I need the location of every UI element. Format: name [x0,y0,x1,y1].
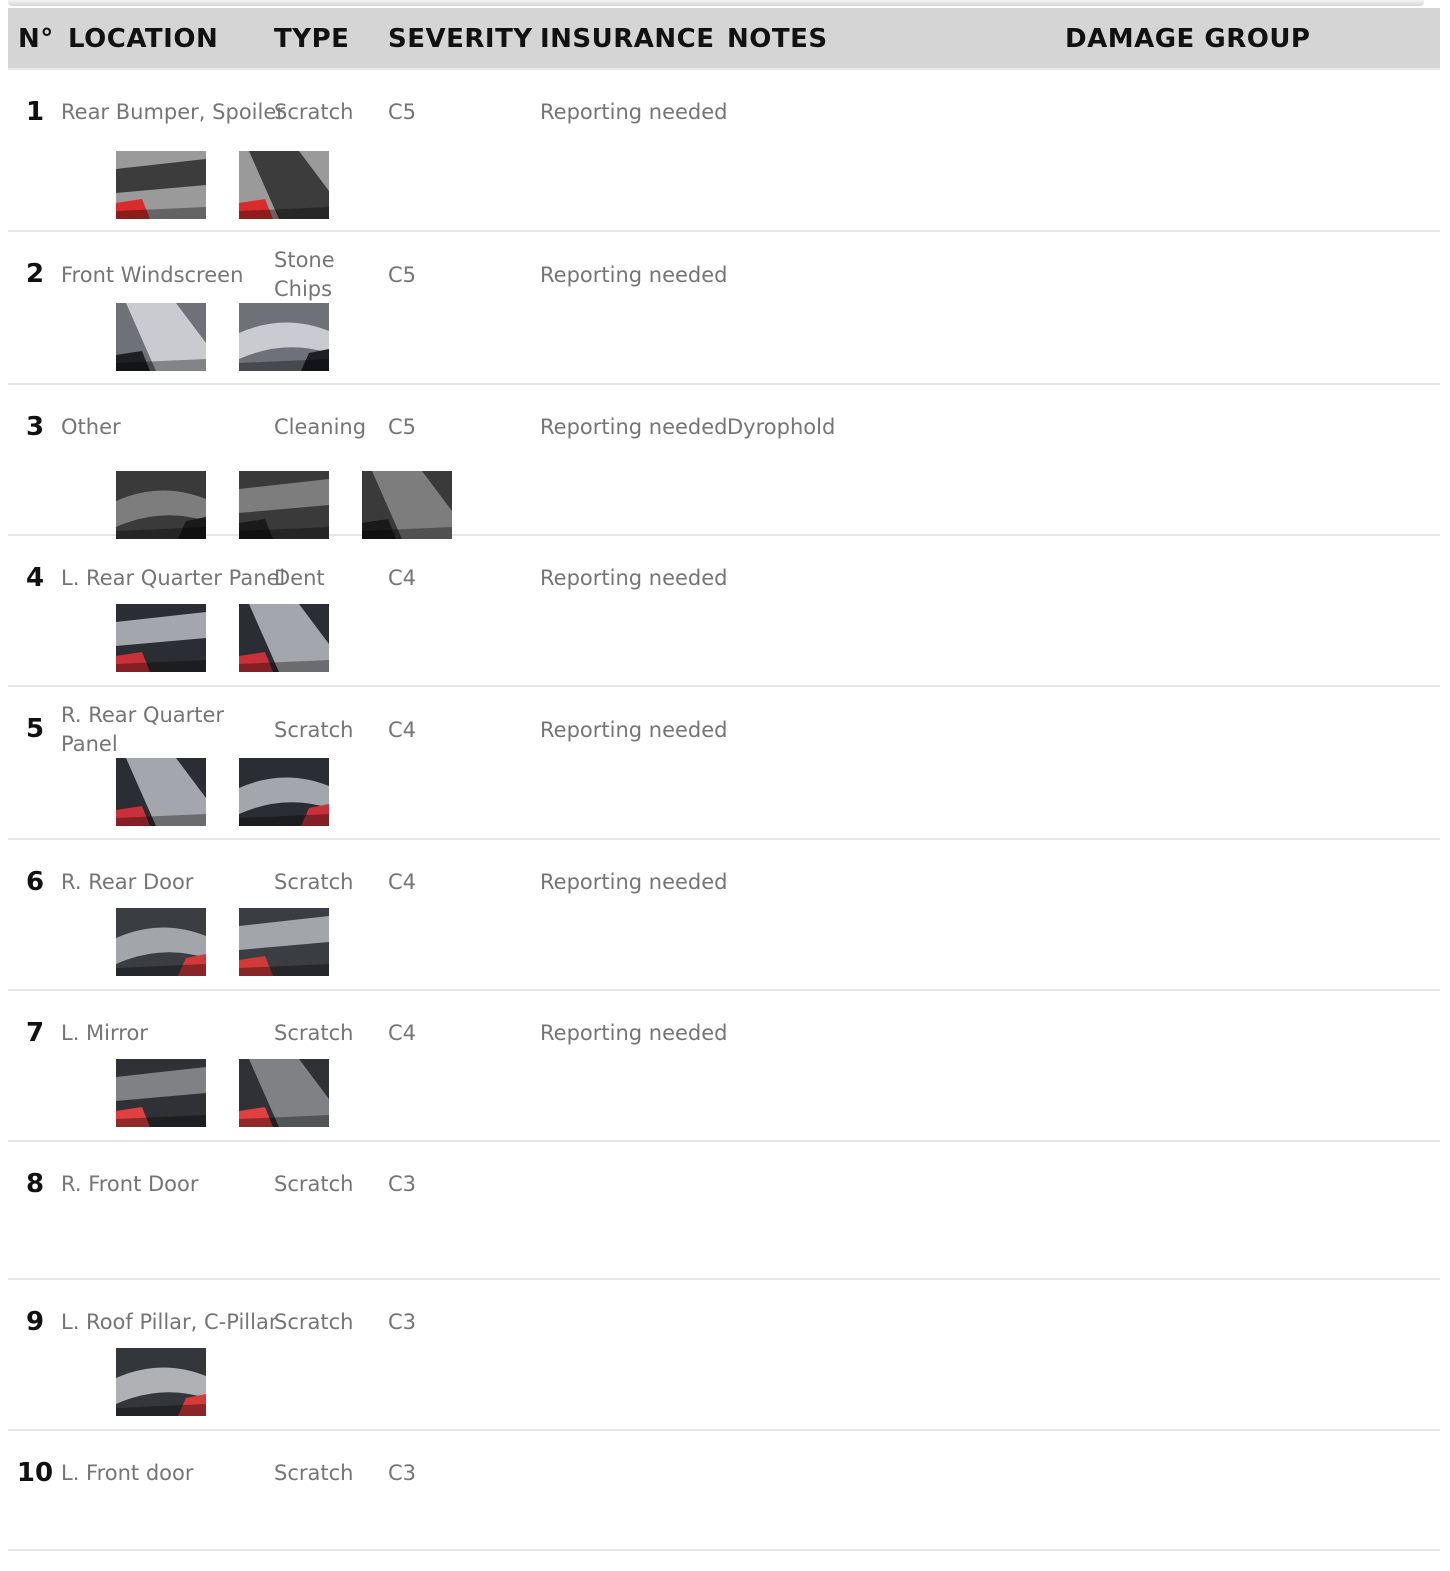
table-row [8,1142,1440,1280]
cell-severity: C5 [388,263,417,287]
quarter-panel-photo[interactable] [116,758,206,826]
quarter-panel-photo[interactable] [116,604,206,672]
cell-notes: Dyrophold [727,415,836,439]
cell-type: Scratch [274,1021,354,1045]
cell-type: Scratch [274,1172,354,1196]
cell-location: R. Front Door [61,1172,199,1196]
cell-severity: C3 [388,1310,417,1334]
cell-severity: C3 [388,1172,417,1196]
damage-table-body [8,70,1440,1551]
cell-location: R. Rear Door [61,870,194,894]
cell-type: Dent [274,566,325,590]
cell-severity: C3 [388,1461,417,1485]
door-photo[interactable] [239,908,329,976]
quarter-panel-photo[interactable] [239,758,329,826]
table-row [8,840,1440,991]
row-number: 7 [25,1018,45,1048]
row-number: 3 [25,412,45,442]
row-number: 4 [25,563,45,593]
cell-location: R. Rear Quarter Panel [61,703,225,756]
header-severity: SEVERITY [388,24,533,54]
cell-location: L. Roof Pillar, C-Pillar [61,1310,278,1334]
photo-thumbnails [116,1348,206,1416]
table-row [8,385,1440,536]
mirror-photo[interactable] [239,1059,329,1127]
cell-severity: C4 [388,870,417,894]
trunk-photo[interactable] [239,471,329,539]
row-number: 6 [25,867,45,897]
cell-type: Scratch [274,100,354,124]
cell-severity: C5 [388,100,417,124]
header-notes: NOTES [727,24,828,54]
door-photo[interactable] [116,908,206,976]
photo-thumbnails [116,151,329,219]
trunk-photo[interactable] [362,471,452,539]
header-type: TYPE [274,24,350,54]
cell-insurance: Reporting needed [540,415,728,439]
header-damage-group: DAMAGE GROUP [1065,24,1311,54]
rear-bumper-photo[interactable] [239,151,329,219]
cell-type: Scratch [274,1310,354,1334]
cell-type: Scratch [274,1461,354,1485]
cell-severity: C4 [388,1021,417,1045]
photo-thumbnails [116,908,329,976]
quarter-panel-photo[interactable] [239,604,329,672]
trunk-photo[interactable] [116,471,206,539]
table-row [8,536,1440,687]
header-insurance: INSURANCE [540,24,715,54]
table-row [8,1431,1440,1551]
row-number: 5 [25,714,45,744]
cell-type: Scratch [274,870,354,894]
rear-bumper-photo[interactable] [116,151,206,219]
table-header [8,8,1440,70]
cell-location: L. Mirror [61,1021,148,1045]
cell-insurance: Reporting needed [540,1021,728,1045]
cell-location: Other [61,415,121,439]
table-row [8,232,1440,385]
row-number: 8 [25,1169,45,1199]
cell-severity: C5 [388,415,417,439]
cell-location: Front Windscreen [61,263,244,287]
windscreen-photo[interactable] [116,303,206,371]
cell-location: L. Front door [61,1461,194,1485]
photo-thumbnails [116,1059,329,1127]
photo-thumbnails [116,758,329,826]
mirror-photo[interactable] [116,1059,206,1127]
table-row [8,70,1440,232]
row-number: 9 [25,1307,45,1337]
cell-insurance: Reporting needed [540,566,728,590]
cell-insurance: Reporting needed [540,718,728,742]
row-number: 10 [16,1458,54,1488]
photo-thumbnails [116,303,329,371]
row-number: 2 [25,259,45,289]
photo-thumbnails [116,471,452,539]
row-number: 1 [25,97,45,127]
header-location: LOCATION [68,24,219,54]
cell-type: Stone Chips [274,248,335,301]
table-row [8,1280,1440,1431]
cell-type: Cleaning [274,415,367,439]
table-row [8,991,1440,1142]
cell-severity: C4 [388,718,417,742]
page-top-edge [8,0,1424,6]
windscreen-photo[interactable] [239,303,329,371]
pillar-photo[interactable] [116,1348,206,1416]
cell-insurance: Reporting needed [540,100,728,124]
photo-thumbnails [116,604,329,672]
header-no: N° [18,24,54,54]
table-row [8,687,1440,840]
cell-insurance: Reporting needed [540,263,728,287]
cell-severity: C4 [388,566,417,590]
cell-insurance: Reporting needed [540,870,728,894]
cell-type: Scratch [274,718,354,742]
cell-location: L. Rear Quarter Panel [61,566,286,590]
cell-location: Rear Bumper, Spoiler [61,100,285,124]
